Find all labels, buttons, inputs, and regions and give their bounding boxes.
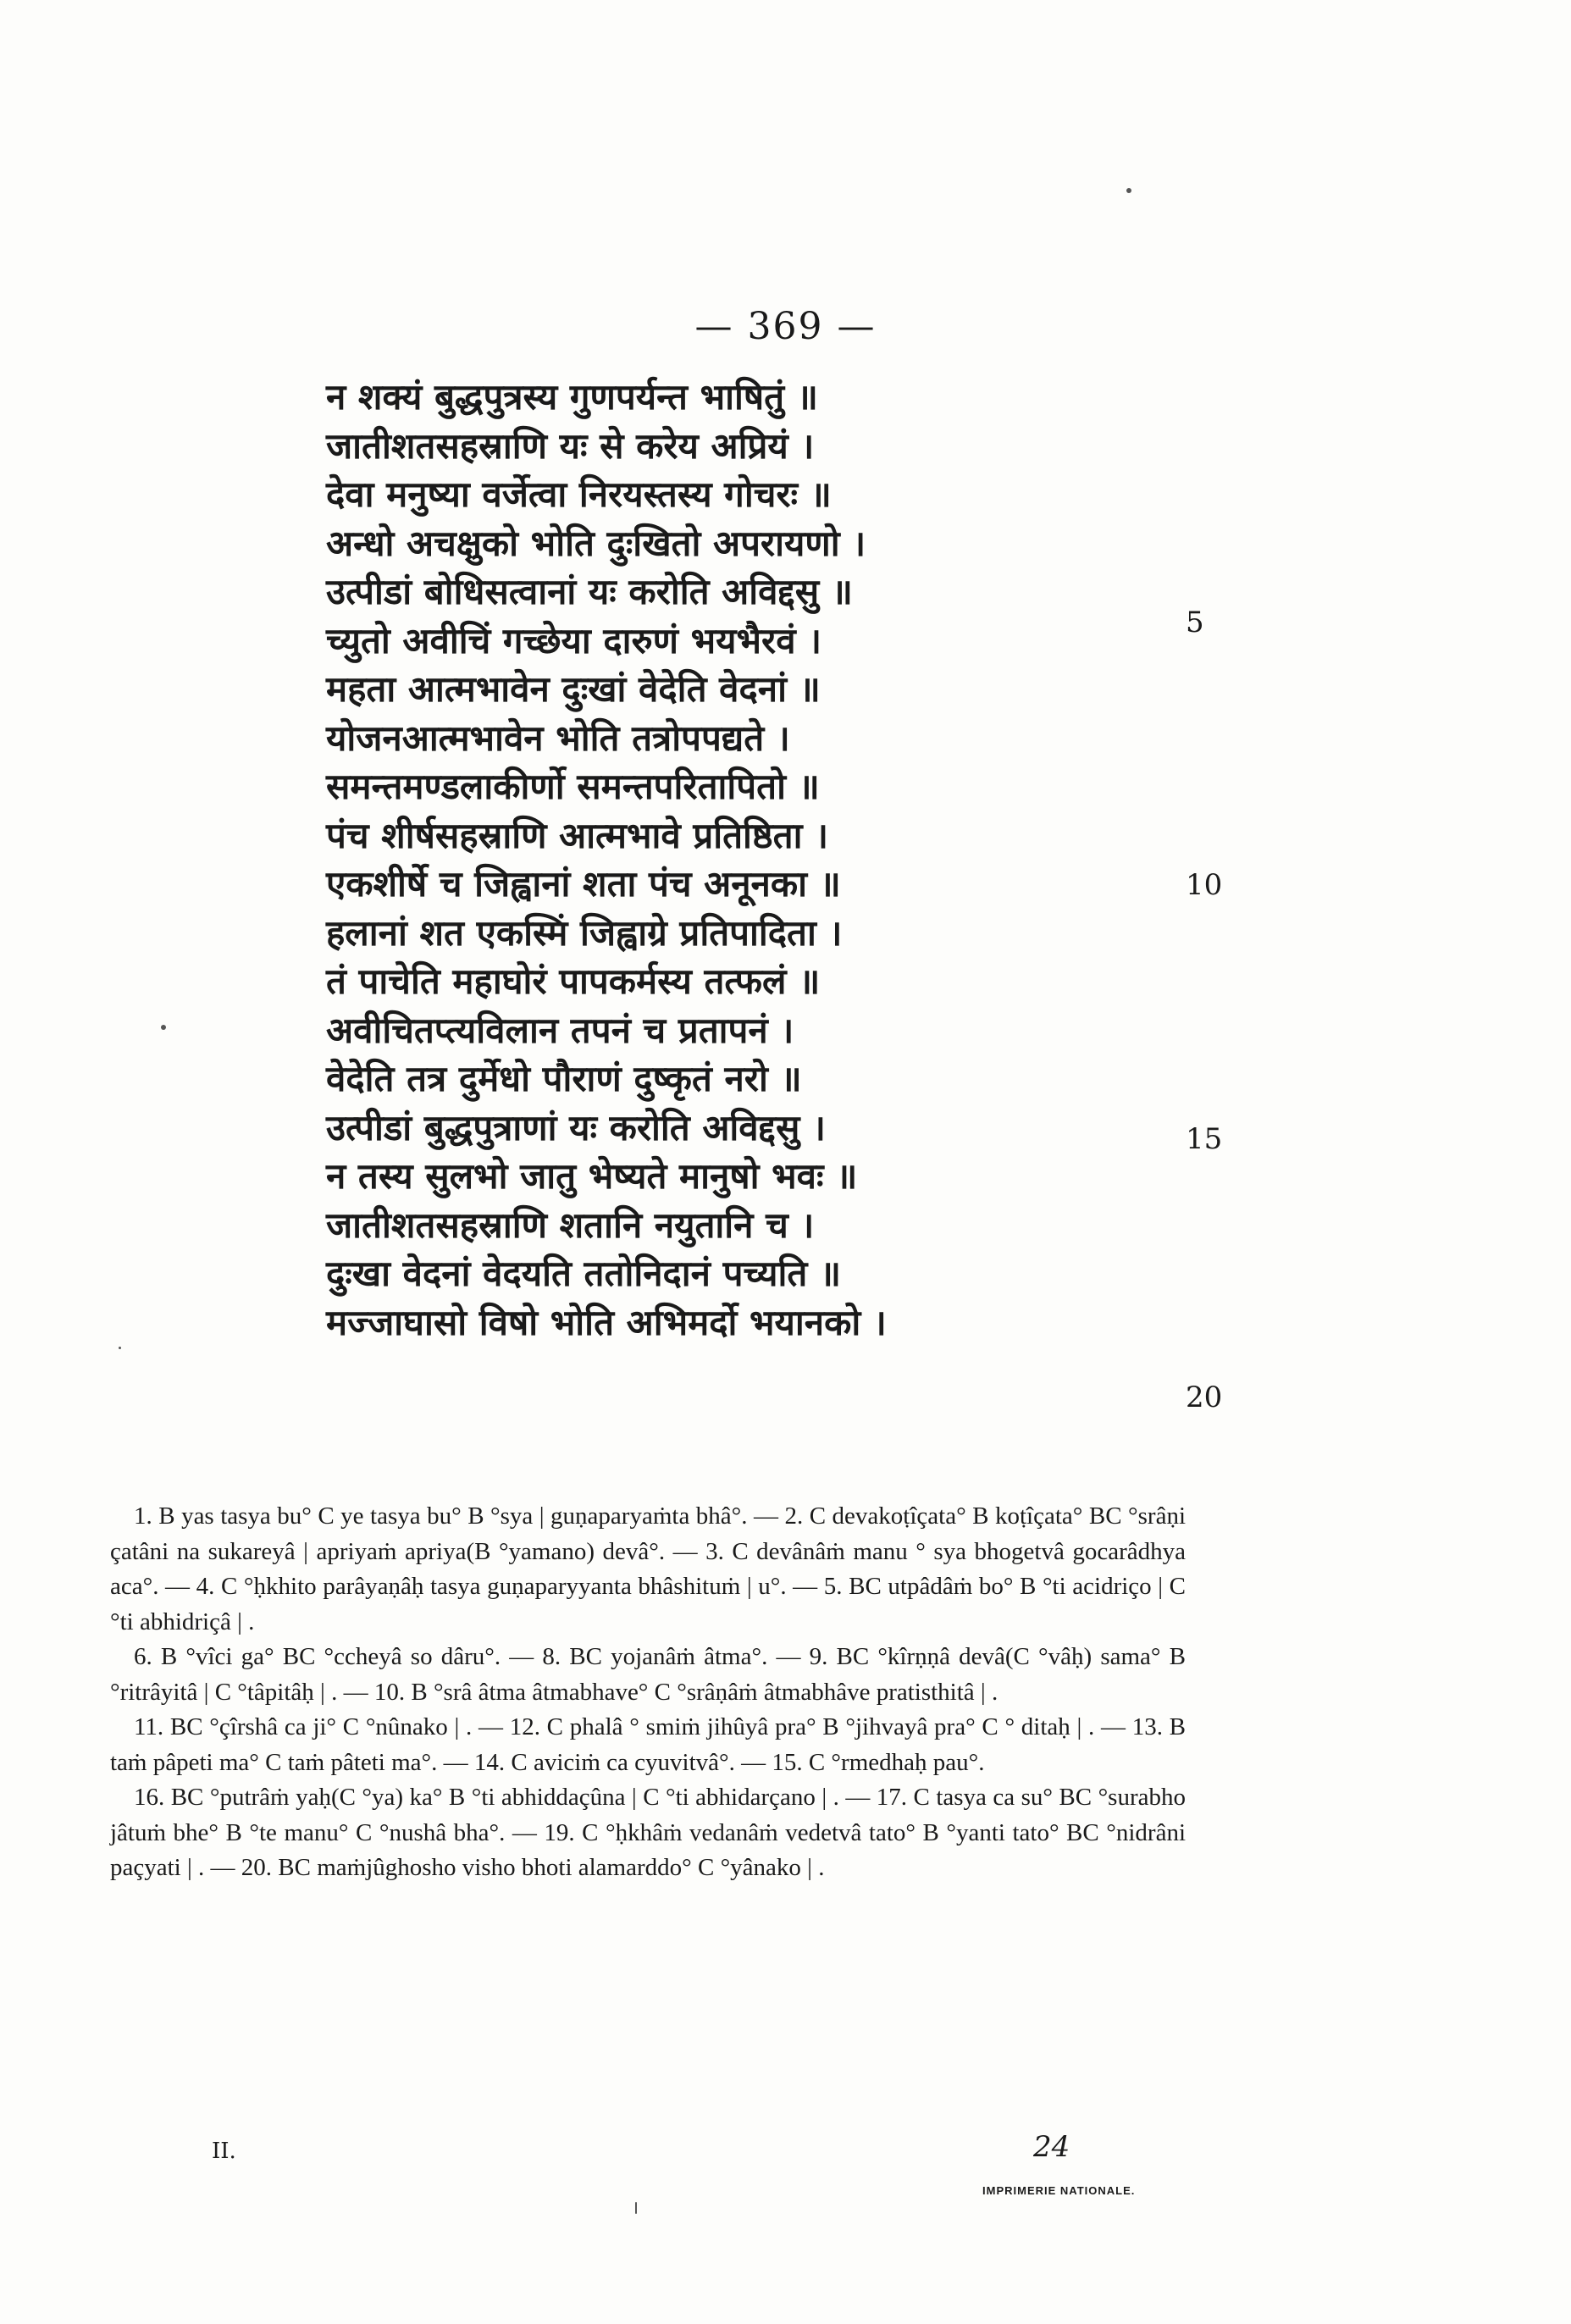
sheet-number: II.: [212, 2139, 236, 2164]
verse-line: दुःखा वेदनां वेदयति ततोनिदानं पच्यति ॥: [326, 1253, 842, 1294]
footnote-paragraph: 6. B °vîci ga° BC °ccheyâ so dâru°. — 8. BC yojanâṁ âtma°. — 9. BC °kîrṇṇâ devâ(C °vâḥ) sama° B °ritrâyitâ | C °tâpitâḥ | . — 10. B °srâ âtma âtmabhave° C °srâṇâṁ âtmabhâve pratisthitâ | .: [110, 1643, 1186, 1706]
verse-line: देवा मनुष्या वर्जेत्वा निरयस्तस्य गोचरः ॥: [326, 473, 832, 515]
verse-line: अन्धो अचक्षुको भोति दुःखितो अपरायणो ।: [326, 522, 866, 564]
verse-line: तं पाचेति महाघोरं पापकर्मस्य तत्फलं ॥: [326, 960, 821, 1002]
verse-line: समन्तमण्डलाकीर्णो समन्तपरितापितो ॥: [326, 766, 820, 807]
line-number-marker: 20: [1186, 1381, 1223, 1414]
verse-line: योजनआत्मभावेन भोति तत्रोपपद्यते ।: [326, 717, 790, 759]
verse-line: हलानां शत एकस्मिं जिह्वाग्रे प्रतिपादिता ।: [326, 911, 843, 954]
scan-speck: [161, 1025, 166, 1030]
verse-line: महता आत्मभावेन दुःखां वेदेति वेदनां ॥: [326, 668, 821, 710]
verse-line: जातीशतसहस्राणि शतानि नयुतानि च ।: [326, 1204, 815, 1246]
verse-line: च्युतो अवीचिं गच्छेया दारुणं भयभैरवं ।: [326, 619, 822, 661]
footnote-paragraph: 11. BC °çîrshâ ca ji° C °nûnako | . — 12. C phalâ ° smiṁ jihûyâ pra° B °jihvayâ pra° C ° ditaḥ | . — 13. B taṁ pâpeti ma° C taṁ pâteti ma°. — 14. C aviciṁ ca cyuvitvâ°. — 15. C °rmedhaḥ pau°.: [110, 1713, 1186, 1776]
signature-mark: 24: [1033, 2130, 1070, 2164]
verse-line: अवीचितप्त्यविलान तपनं च प्रतापनं ।: [326, 1009, 794, 1051]
verse-line: उत्पीडां बोधिसत्वानां यः करोति अविद्दसु ॥: [326, 571, 853, 612]
page-number: — 369 —: [694, 305, 877, 348]
line-number-marker: 5: [1186, 606, 1204, 639]
scan-speck: [119, 1347, 121, 1349]
footnote-paragraph: 1. B yas tasya bu° C ye tasya bu° B °sya | guṇaparyaṁta bhâ°. — 2. C devakoṭîçata° B koṭîçata° BC °srâṇi çatâni na sukareyâ | apriyaṁ apriya(B °yamano) devâ°. — 3. C devânâṁ manu ° sya bhogetvâ gocarâdhya aca°. — 4. C °ḥkhito parâyaṇâḥ tasya guṇaparyyanta bhâshituṁ | u°. — 5. BC utpâdâṁ bo° B °ti acidriço | C °ti abhidriçâ | .: [110, 1502, 1186, 1635]
verse-line: मज्जाघासो विषो भोति अभिमर्दो भयानको ।: [326, 1301, 887, 1343]
critical-apparatus: [110, 1499, 1186, 1886]
line-number-marker: 10: [1186, 868, 1223, 902]
footnote-paragraph: 16. BC °putrâṁ yaḥ(C °ya) ka° B °ti abhiddaçûna | C °ti abhidarçano | . — 17. C tasya ca su° BC °surabho jâtuṁ bhe° B °te manu° C °nushâ bha°. — 19. C °ḥkhâṁ vedanâṁ vedetvâ tato° B °yanti tato° BC °nidrâni paçyati | . — 20. BC maṁjûghosho visho bhoti alamarddo° C °yânako | .: [110, 1784, 1186, 1881]
verse-line: वेदेति तत्र दुर्मेधो पौराणं दुष्कृतं नरो ॥: [326, 1058, 802, 1099]
printer-imprint: IMPRIMERIE NATIONALE.: [982, 2184, 1136, 2197]
verse-line: एकशीर्षे च जिह्वानां शता पंच अनूनका ॥: [326, 863, 841, 905]
verse-line: जातीशतसहस्राणि यः से करेय अप्रियं ।: [326, 424, 815, 467]
verse-line: न शक्यं बुद्धपुत्रस्य गुणपर्यन्त भाषितुं ॥: [326, 376, 818, 418]
verse-line: न तस्य सुलभो जातु भेष्यते मानुषो भवः ॥: [326, 1155, 858, 1197]
verse-line: पंच शीर्षसहस्राणि आत्मभावे प्रतिष्ठिता ।: [326, 814, 829, 856]
verse-line: उत्पीडां बुद्धपुत्राणां यः करोति अविद्दसु ।: [326, 1106, 826, 1148]
verse-block: [326, 373, 1342, 1347]
line-number-marker: 15: [1186, 1122, 1223, 1156]
scan-speck: [635, 2202, 637, 2214]
scan-speck: [1126, 188, 1131, 193]
